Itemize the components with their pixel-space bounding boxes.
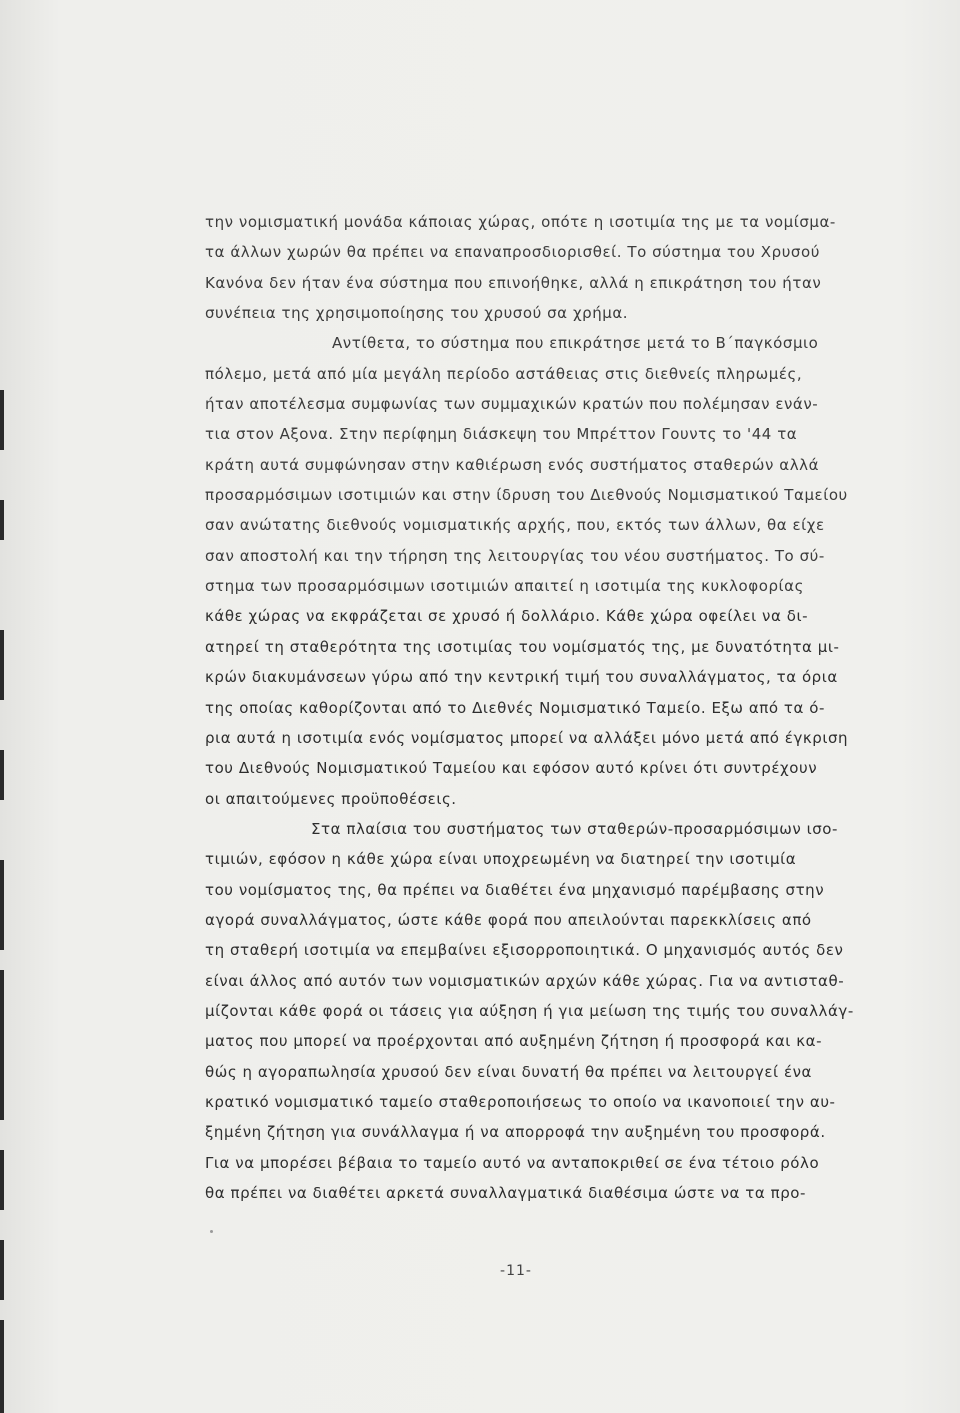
text-line: της οποίας καθορίζονται από το Διεθνές Νομισματικό Ταμείο. Εξω από τα ό- bbox=[205, 698, 825, 717]
text-line: ξημένη ζήτηση για συνάλλαγμα ή να απορροφά την αυξημένη του προσφορά. bbox=[205, 1123, 826, 1142]
text-line: τιμιών, εφόσον η κάθε χώρα είναι υποχρεωμένη να διατηρεί την ισοτιμία bbox=[205, 850, 797, 869]
text-line: τη σταθερή ισοτιμία να επεμβαίνει εξισορροποιητικά. Ο μηχανισμός αυτός δεν bbox=[205, 941, 844, 960]
text-line: την νομισματική μονάδα κάποιας χώρας, οπότε η ισοτιμία της με τα νομίσμα- bbox=[205, 213, 836, 231]
binding-edge bbox=[0, 390, 6, 1413]
text-line: πόλεμο, μετά από μία μεγάλη περίοδο αστάθειας στις διεθνείς πληρωμές, bbox=[205, 364, 803, 383]
paragraph-start-line: Στα πλαίσια του συστήματος των σταθερών-προσαρμόσιμων ισο- bbox=[311, 819, 838, 838]
text-line: ματος που μπορεί να προέρχονται από αυξημένη ζήτηση ή προσφορά και κα- bbox=[205, 1032, 823, 1051]
text-line: τια στον Αξονα. Στην περίφημη διάσκεψη του Μπρέττον Γουντς το '44 τα bbox=[205, 425, 798, 444]
text-line: Κανόνα δεν ήταν ένα σύστημα που επινοήθηκε, αλλά η επικράτηση του ήταν bbox=[205, 273, 822, 292]
text-line: οι απαιτούμενες προϋποθέσεις. bbox=[205, 789, 457, 808]
text-line: είναι άλλος από αυτόν των νομισματικών αρχών κάθε χώρας. Για να αντισταθ- bbox=[205, 971, 845, 990]
text-line: ήταν αποτέλεσμα συμφωνίας των συμμαχικών κρατών που πολέμησαν ενάν- bbox=[205, 395, 819, 414]
text-line: σαν ανώτατης διεθνούς νομισματικής αρχής, που, εκτός των άλλων, θα είχε bbox=[205, 516, 825, 535]
text-line: ατηρεί τη σταθερότητα της ισοτιμίας του νομίσματός της, με δυνατότητα μι- bbox=[205, 637, 840, 656]
scan-speck bbox=[210, 1230, 213, 1233]
paragraph-start-line: Αντίθετα, το σύστημα που επικράτησε μετά το Β΄παγκόσμιο bbox=[332, 334, 819, 353]
text-line: κράτη αυτά συμφώνησαν στην καθιέρωση ενός συστήματος σταθερών αλλά bbox=[205, 455, 820, 474]
text-line: Για να μπορέσει βέβαια το ταμείο αυτό να ανταποκριθεί σε ένα τέτοιο ρόλο bbox=[205, 1153, 820, 1172]
text-line: κρατικό νομισματικό ταμείο σταθεροποιήσεως το οποίο να ικανοποιεί την αυ- bbox=[205, 1092, 836, 1111]
body-text bbox=[205, 207, 895, 1208]
text-line: σαν αποστολή και την τήρηση της λειτουργίας του νέου συστήματος. Το σύ- bbox=[205, 546, 825, 565]
text-line: του νομίσματος της, θα πρέπει να διαθέτει ένα μηχανισμό παρέμβασης στην bbox=[205, 880, 825, 899]
text-line: του Διεθνούς Νομισματικού Ταμείου και εφόσον αυτό κρίνει ότι συντρέχουν bbox=[205, 759, 818, 778]
text-line: κάθε χώρας να εκφράζεται σε χρυσό ή δολλάριο. Κάθε χώρα οφείλει να δι- bbox=[205, 607, 809, 626]
text-line: αγορά συναλλάγματος, ώστε κάθε φορά που απειλούνται παρεκκλίσεις από bbox=[205, 910, 812, 929]
page-number: -11- bbox=[500, 1263, 532, 1279]
text-line: θα πρέπει να διαθέτει αρκετά συναλλαγματικά διαθέσιμα ώστε να τα προ- bbox=[205, 1184, 806, 1202]
text-line: κρών διακυμάνσεων γύρω από την κεντρική τιμή του συναλλάγματος, τα όρια bbox=[205, 668, 838, 687]
text-line: μίζονται κάθε φορά οι τάσεις για αύξηση ή για μείωση της τιμής του συναλλάγ- bbox=[205, 1001, 854, 1020]
text-line: τα άλλων χωρών θα πρέπει να επαναπροσδιορισθεί. Το σύστημα του Χρυσού bbox=[205, 243, 820, 262]
text-line: στημα των προσαρμόσιμων ισοτιμιών απαιτεί η ισοτιμία της κυκλοφορίας bbox=[205, 577, 804, 596]
text-line: προσαρμόσιμων ισοτιμιών και στην ίδρυση του Διεθνούς Νομισματικού Ταμείου bbox=[205, 486, 848, 505]
text-line: θώς η αγοραπωλησία χρυσού δεν είναι δυνατή θα πρέπει να λειτουργεί ένα bbox=[205, 1062, 812, 1081]
text-line: συνέπεια της χρησιμοποίησης του χρυσού σα χρήμα. bbox=[205, 304, 629, 323]
text-line: ρια αυτά η ισοτιμία ενός νομίσματος μπορεί να αλλάξει μόνο μετά από έγκριση bbox=[205, 728, 849, 747]
